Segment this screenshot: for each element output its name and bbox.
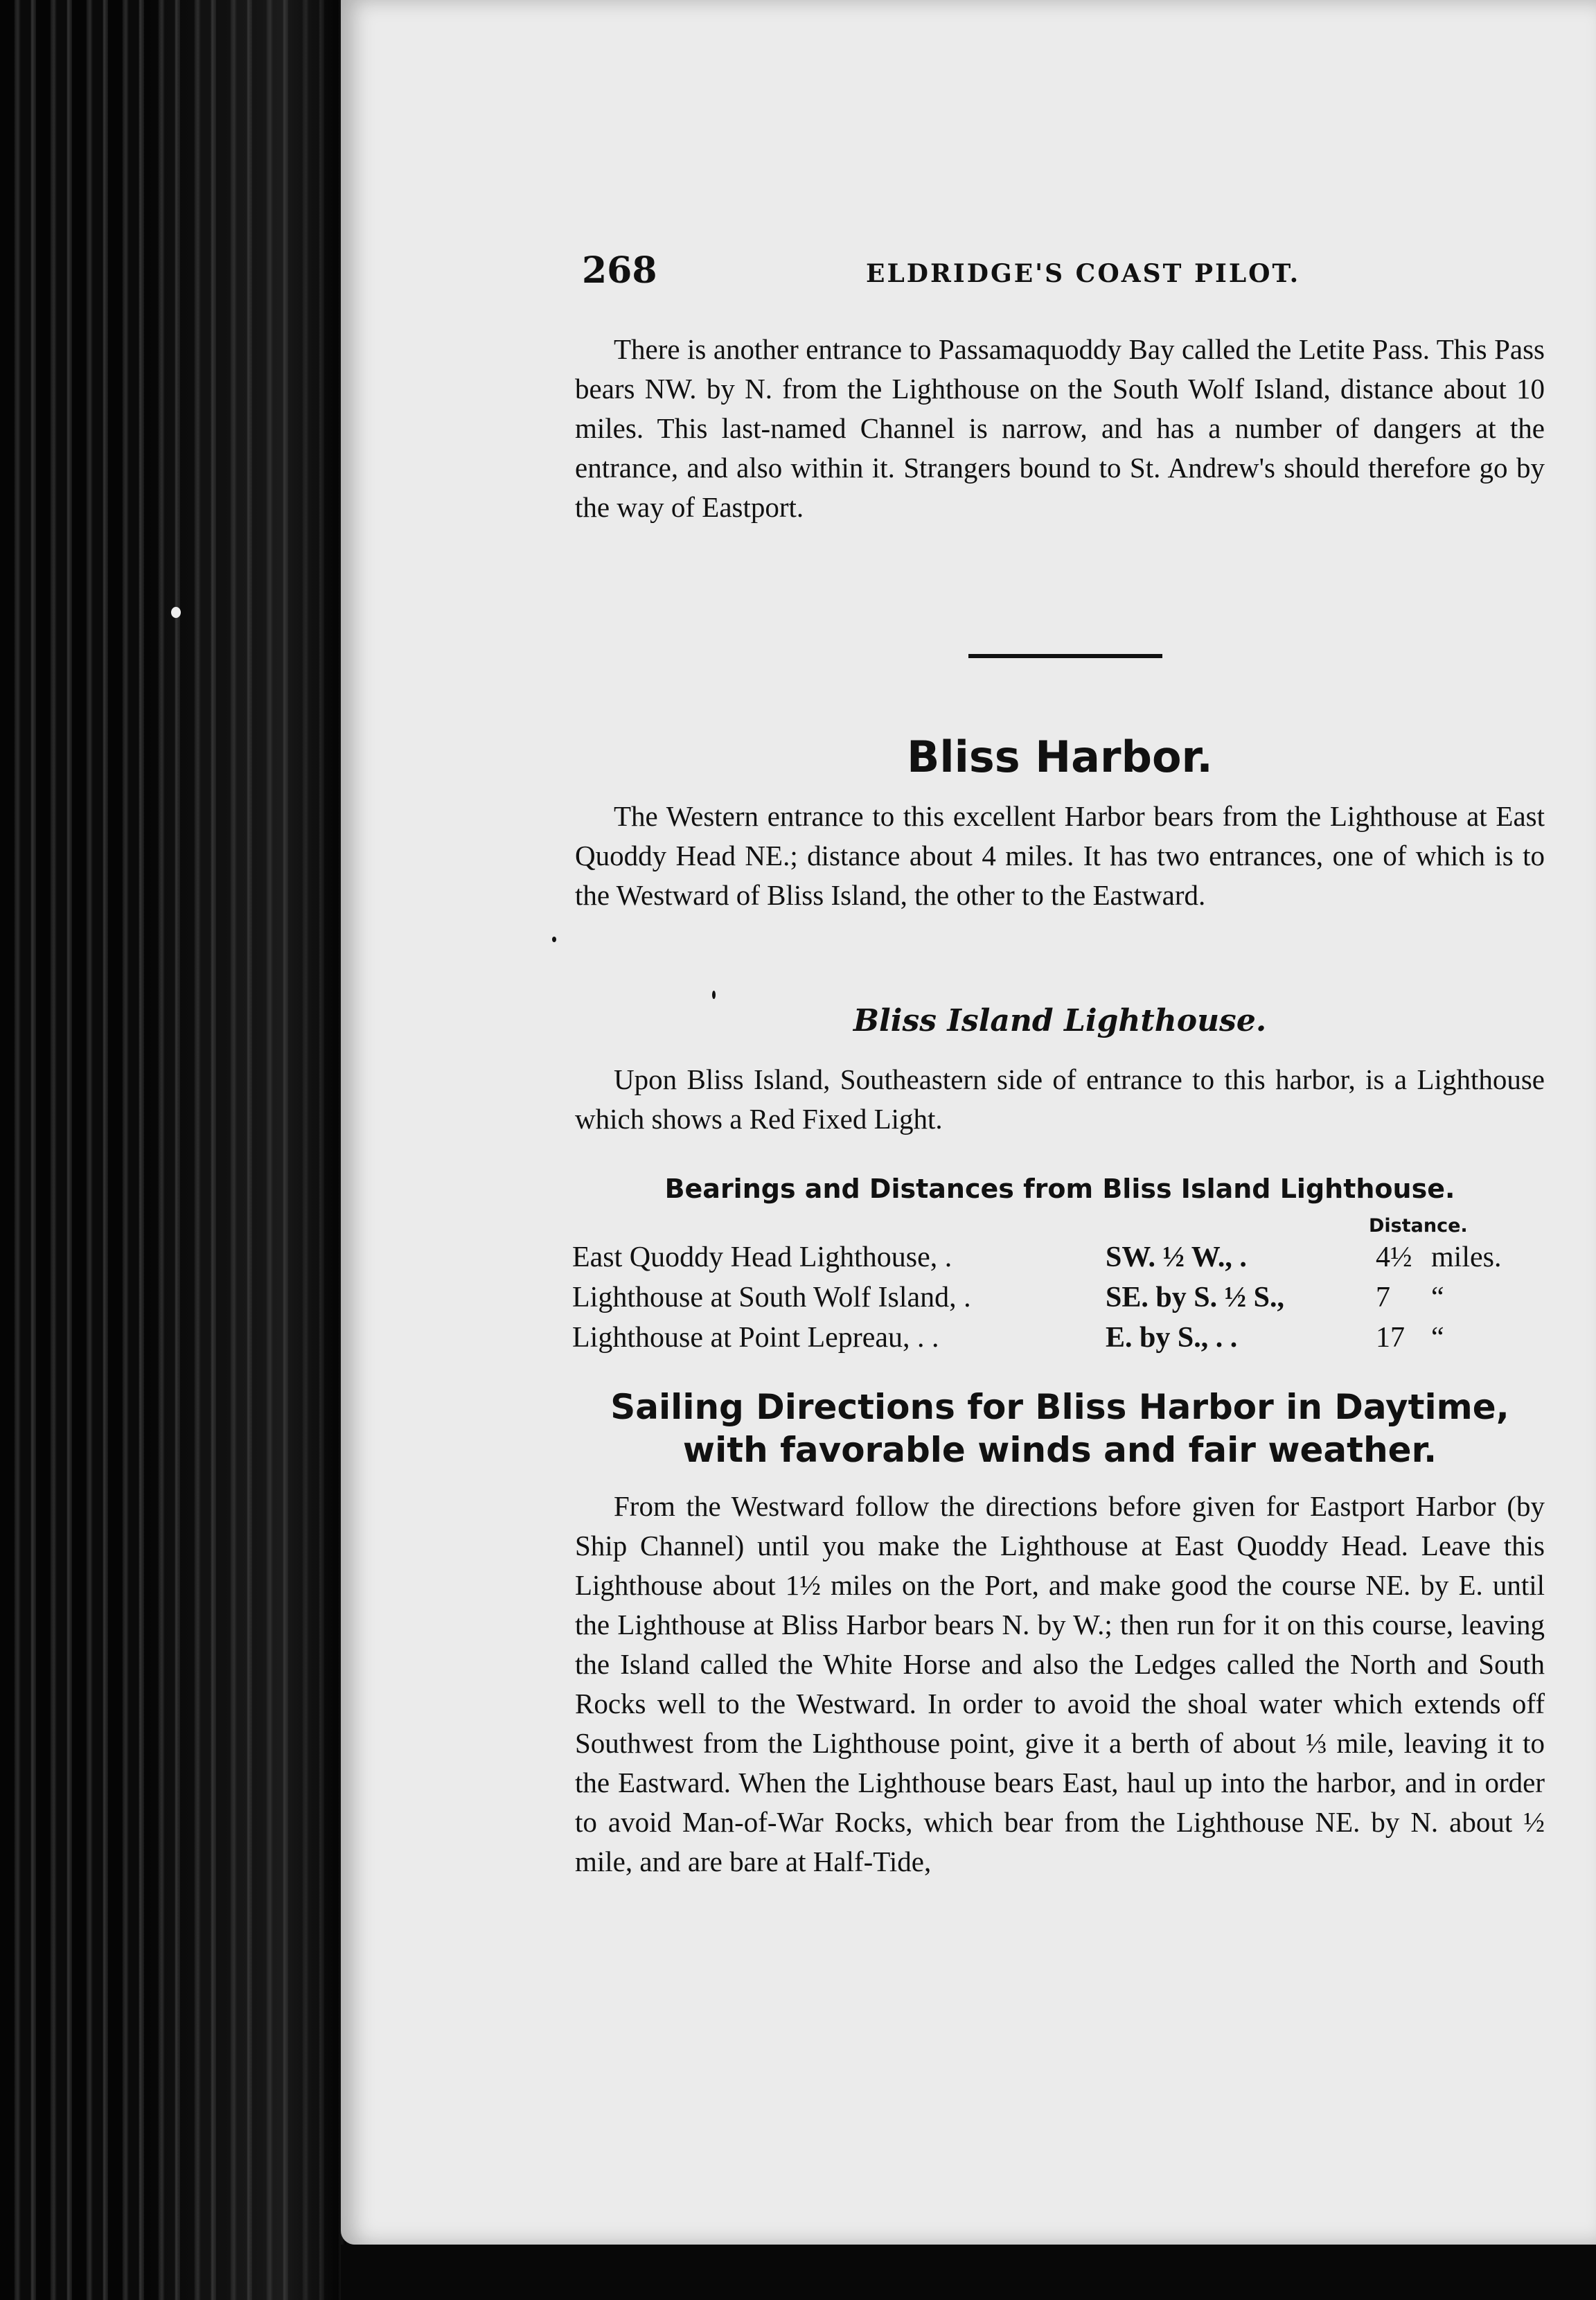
distance-cell: 17	[1376, 1322, 1405, 1354]
table-row	[572, 1318, 1535, 1358]
place-cell: Lighthouse at South Wolf Island, .	[572, 1282, 971, 1313]
section-heading-bliss-harbor: Bliss Harbor.	[907, 732, 1213, 782]
print-speck	[712, 991, 716, 999]
lighthouse-paragraph: Upon Bliss Island, Southeastern side of entrance to this harbor, is a Lighthouse which shows a Red Fixed Light.	[575, 1063, 1545, 1135]
subheading-bliss-island-lighthouse: Bliss Island Lighthouse.	[853, 1003, 1267, 1038]
distance-cell: 4½	[1376, 1241, 1412, 1273]
bearing-cell: SE. by S. ½ S.,	[1106, 1282, 1284, 1313]
distance-cell: 7	[1376, 1282, 1390, 1313]
bearing-cell: E. by S., . .	[1106, 1322, 1238, 1354]
table-row	[572, 1237, 1535, 1277]
bearings-table-heading: Bearings and Distances from Bliss Island Lighthouse.	[664, 1174, 1455, 1204]
sailing-heading-line-1: Sailing Directions for Bliss Harbor in Daytime,	[610, 1387, 1509, 1427]
page-bottom-edge	[341, 2245, 1596, 2300]
section-heading-sailing-directions	[575, 1386, 1545, 1471]
place-cell: Lighthouse at Point Lepreau, . .	[572, 1322, 939, 1354]
distance-column-label: Distance.	[1369, 1215, 1468, 1237]
place-cell: East Quoddy Head Lighthouse, .	[572, 1241, 952, 1273]
page-number: 268	[582, 249, 657, 292]
bearings-table	[572, 1237, 1535, 1358]
sailing-heading-line-2: with favorable winds and fair weather.	[682, 1430, 1437, 1470]
running-title: ELDRIDGE'S COAST PILOT.	[866, 259, 1301, 288]
sailing-directions-paragraph: From the Westward follow the directions before given for Eastport Harbor (by Ship Channel) until you make the Lighthouse at East Quoddy Head. Leave this Lighthouse about 1½ miles on the Port, and make good the course NE. by E. until the Lighthouse at Bliss Harbor bears N. by W.; then run for it on this course, leaving the Island called the White Horse and also the Ledges called the North and South Rocks well to the Westward. In order to avoid the shoal water which extends off Southwest from the Lighthouse point, give it a berth of about ⅓ mile, leaving it to the Eastward. When the Lighthouse bears East, haul up into the harbor, and in order to avoid Man-of-War Rocks, which bear from the Lighthouse NE. by N. about ½ mile, and are bare at Half-Tide,	[575, 1490, 1545, 1877]
table-row	[572, 1277, 1535, 1318]
bliss-harbor-paragraph: The Western entrance to this excellent Harbor bears from the Lighthouse at East Quoddy Head NE.; distance about 4 miles. It has two entrances, one of which is to the Westward of Bliss Island, the other to the Eastward.	[575, 800, 1545, 911]
page-header	[582, 249, 1579, 298]
page-edge-shadow	[139, 0, 346, 2300]
unit-cell: “	[1431, 1322, 1444, 1354]
dust-speck	[171, 607, 181, 618]
unit-cell: “	[1431, 1282, 1444, 1313]
print-speck	[552, 937, 556, 942]
bearing-cell: SW. ½ W., .	[1106, 1241, 1247, 1273]
intro-paragraph: There is another entrance to Passamaquoddy Bay called the Letite Pass. This Pass bears NW. by N. from the Lighthouse on the South Wolf Island, distance about 10 miles. This last-named Channel is narrow, and has a number of dangers at the entrance, and also within it. Strangers bound to St. Andrew's should therefore go by the way of Eastport.	[575, 333, 1545, 523]
unit-cell: miles.	[1431, 1241, 1502, 1273]
section-divider	[968, 654, 1162, 658]
